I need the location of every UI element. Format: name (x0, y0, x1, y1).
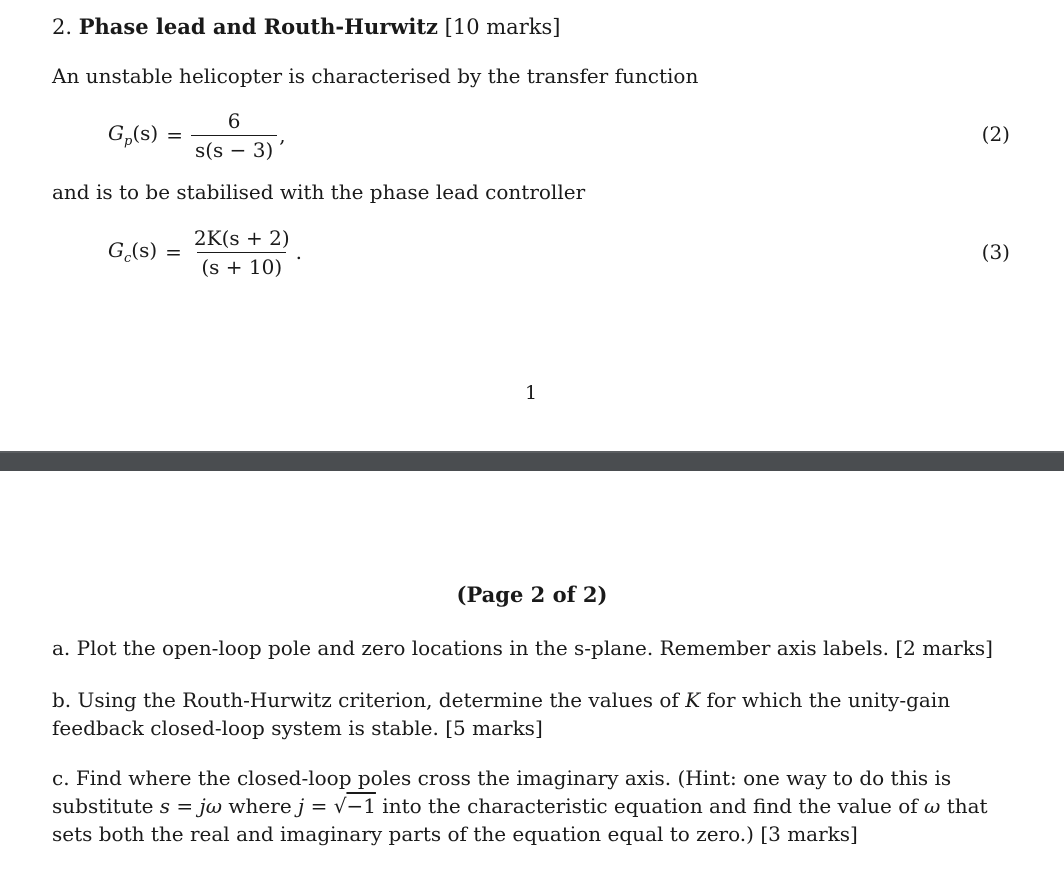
part-text: Find where the closed-loop poles cross the imaginary axis. (Hint: one way to do this is substitute (52, 766, 952, 818)
equation-lhs: $G_c(s)$ (108, 238, 158, 266)
page-header: (Page 2 of 2) (456, 582, 608, 607)
part-prefix: c. (52, 766, 70, 790)
connector-text: and is to be stabilised with the phase lead controller (52, 180, 586, 204)
fraction (190, 226, 294, 279)
page-number: 1 (525, 382, 538, 404)
equation-controller-transfer-function (108, 223, 302, 281)
part-b (52, 686, 1014, 742)
equation-number: (3) (981, 240, 1010, 264)
fraction (191, 109, 277, 162)
part-text: into the characteristic equation and find the value of (382, 794, 918, 818)
question-number: 2. (52, 15, 73, 39)
math-variable: jω (199, 794, 223, 818)
equation-plant-transfer-function (108, 106, 286, 164)
equation-number: (2) (981, 122, 1010, 146)
math-variable: s (159, 794, 171, 818)
math-radical: √−1 (333, 794, 376, 818)
denominator: (s + 10) (197, 252, 286, 279)
part-a (52, 634, 1014, 662)
math-operator: = (176, 794, 194, 818)
math-variable: j (298, 794, 305, 818)
question-marks: [10 marks] (444, 15, 561, 39)
part-text: Plot the open-loop pole and zero locations in the s-plane. Remember axis labels. [2 marks] (76, 636, 993, 660)
part-c (52, 764, 1014, 848)
numerator: 6 (227, 108, 241, 133)
page-divider (0, 451, 1064, 471)
math-variable: ω (924, 794, 941, 818)
denominator: s(s − 3) (191, 135, 277, 162)
part-prefix: a. (52, 636, 71, 660)
part-text: Using the Routh-Hurwitz criterion, determine the values of (77, 688, 679, 712)
equation-lhs: $G_p(s)$ (108, 121, 159, 149)
equation-punctuation: . (295, 240, 302, 264)
math-variable: K (685, 688, 701, 712)
numerator: 2K(s + 2) (193, 225, 290, 250)
intro-text: An unstable helicopter is characterised by the transfer function (52, 64, 699, 88)
equals-sign: = (165, 240, 182, 264)
part-text: where (228, 794, 292, 818)
part-text: for which the unity-gain feedback closed-loop system is stable. [5 marks] (52, 688, 951, 740)
part-text: that sets both the real and imaginary parts of the equation equal to zero.) [3 marks] (52, 794, 988, 846)
question-heading (52, 14, 560, 39)
question-title: Phase lead and Routh-Hurwitz (78, 14, 438, 39)
part-prefix: b. (52, 688, 72, 712)
equation-punctuation: , (279, 123, 286, 147)
math-operator: = (310, 794, 328, 818)
equals-sign: = (166, 123, 183, 147)
